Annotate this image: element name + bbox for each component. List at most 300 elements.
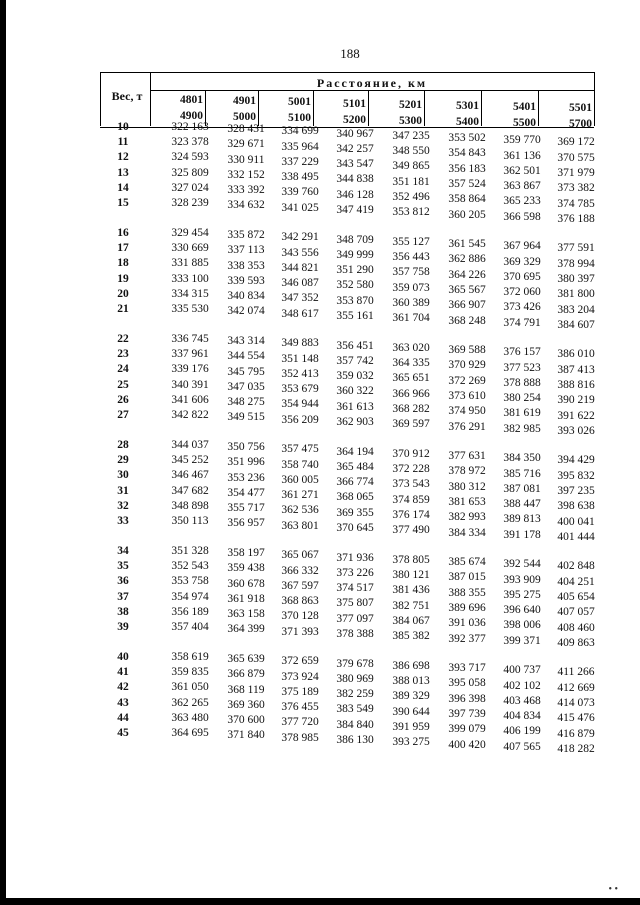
table-cell: 396 640 (503, 604, 541, 617)
row-weight-label: 13 (117, 166, 129, 179)
table-cell: 353 812 (392, 206, 430, 219)
table-cell: 334 699 (281, 125, 319, 138)
table-cell: 364 399 (227, 623, 265, 636)
table-cell: 372 060 (503, 286, 541, 299)
table-cell: 369 329 (503, 255, 541, 268)
table-cell: 357 404 (171, 621, 209, 633)
table-cell: 340 834 (227, 290, 265, 303)
table-cell: 356 183 (448, 162, 486, 175)
range-column-header (257, 94, 311, 126)
table-cell: 352 413 (281, 367, 319, 380)
table-cell: 355 717 (227, 502, 265, 515)
row-weight-label: 23 (117, 348, 129, 361)
table-cell: 329 671 (227, 138, 265, 151)
table-cell: 333 100 (171, 272, 209, 285)
table-cell: 344 821 (281, 261, 319, 274)
row-weight-label: 28 (117, 439, 129, 451)
table-cell: 368 248 (448, 314, 486, 327)
row-weight-label: 15 (117, 197, 129, 209)
row-weight-label: 39 (117, 621, 129, 633)
table-cell: 377 631 (448, 450, 486, 462)
table-cell: 373 382 (557, 182, 595, 195)
table-cell: 353 758 (171, 575, 209, 588)
table-cell: 383 549 (336, 703, 374, 716)
table-cell: 357 475 (281, 443, 319, 456)
table-cell: 331 885 (171, 257, 209, 270)
table-cell: 380 254 (503, 392, 541, 405)
table-cell: 364 335 (392, 357, 430, 370)
table-cell: 359 770 (503, 134, 541, 147)
table-cell: 388 355 (448, 586, 486, 599)
table-cell: 380 397 (557, 273, 595, 286)
table-cell: 403 468 (503, 694, 541, 707)
table-cell: 343 556 (281, 246, 319, 259)
table-cell: 365 067 (281, 549, 319, 562)
page-number: 188 (340, 46, 360, 61)
table-cell: 377 490 (392, 524, 430, 537)
range-from: 5401 (513, 101, 536, 114)
table-cell: 333 392 (227, 184, 265, 197)
row-weight-label: 29 (117, 454, 129, 467)
table-cell: 373 543 (392, 478, 430, 491)
table-cell: 389 329 (392, 690, 430, 703)
table-cell: 361 704 (392, 312, 430, 325)
table-cell: 367 597 (281, 579, 319, 592)
table-cell: 370 128 (281, 610, 319, 623)
table-cell: 354 944 (281, 398, 319, 411)
table-cell: 376 157 (503, 346, 541, 359)
table-cell: 351 290 (336, 264, 374, 277)
row-weight-label: 30 (117, 469, 129, 482)
table-cell: 346 128 (336, 188, 374, 201)
table-cell: 374 859 (392, 493, 430, 506)
table-cell: 367 964 (503, 240, 541, 253)
table-cell: 358 740 (281, 458, 319, 471)
table-cell: 336 745 (171, 333, 209, 345)
range-from: 4901 (233, 95, 256, 108)
table-cell: 374 517 (336, 582, 374, 595)
table-cell: 339 593 (227, 274, 265, 287)
table-cell: 411 266 (557, 666, 595, 679)
table-cell: 408 460 (557, 621, 595, 634)
table-cell: 387 081 (503, 482, 541, 495)
row-weight-label: 40 (117, 651, 129, 663)
table-cell: 412 669 (557, 681, 595, 694)
row-weight-label: 44 (117, 711, 129, 724)
table-cell: 382 993 (448, 511, 486, 524)
table-cell: 358 864 (448, 193, 486, 206)
header-divider (594, 72, 595, 126)
range-to: 5400 (456, 116, 479, 128)
table-cell: 354 974 (171, 590, 209, 603)
table-cell: 392 544 (503, 558, 541, 571)
table-cell: 345 252 (171, 454, 209, 467)
table-cell: 369 172 (557, 136, 595, 149)
table-cell: 382 985 (503, 422, 541, 435)
table-cell: 356 443 (392, 251, 430, 264)
table-cell: 359 073 (392, 281, 430, 294)
weight-column-header: Вес, т (111, 89, 143, 103)
table-cell: 370 645 (336, 521, 374, 534)
table-cell: 378 985 (281, 731, 319, 744)
table-cell: 395 832 (557, 469, 595, 482)
range-column-header (425, 98, 479, 130)
table-cell: 378 805 (392, 553, 430, 566)
table-cell: 351 148 (281, 352, 319, 365)
table-cell: 406 199 (503, 725, 541, 738)
row-weight-label: 20 (117, 287, 129, 300)
table-cell: 370 695 (503, 270, 541, 283)
table-cell: 393 026 (557, 425, 595, 438)
range-from: 5301 (456, 100, 479, 112)
table-cell: 382 751 (392, 599, 430, 612)
table-cell: 357 742 (336, 354, 374, 367)
table-cell: 353 679 (281, 383, 319, 396)
table-cell: 384 840 (336, 718, 374, 731)
table-cell: 402 848 (557, 560, 595, 573)
table-cell: 344 838 (336, 173, 374, 186)
table-cell: 385 716 (503, 467, 541, 480)
table-cell: 344 037 (171, 439, 209, 451)
table-cell: 349 515 (227, 411, 265, 424)
table-cell: 400 420 (448, 738, 486, 751)
row-weight-label: 27 (117, 409, 129, 421)
table-cell: 389 696 (448, 601, 486, 614)
row-weight-label: 19 (117, 272, 129, 285)
table-cell: 352 580 (336, 279, 374, 292)
row-weight-label: 26 (117, 393, 129, 406)
range-column-header (149, 92, 203, 124)
table-cell: 353 870 (336, 294, 374, 307)
table-cell: 361 050 (171, 681, 209, 694)
range-to: 5200 (343, 113, 366, 126)
table-cell: 396 398 (448, 692, 486, 705)
table-cell: 373 226 (336, 566, 374, 579)
table-cell: 395 058 (448, 677, 486, 690)
table-cell: 381 800 (557, 288, 595, 301)
table-cell: 374 950 (448, 405, 486, 418)
table-cell: 360 205 (448, 208, 486, 221)
table-cell: 415 476 (557, 712, 595, 725)
table-cell: 361 613 (336, 400, 374, 413)
table-cell: 394 429 (557, 454, 595, 467)
table-cell: 347 352 (281, 292, 319, 305)
table-cell: 378 972 (448, 465, 486, 478)
table-cell: 381 653 (448, 495, 486, 508)
table-cell: 339 760 (281, 186, 319, 199)
table-cell: 347 235 (392, 129, 430, 142)
table-cell: 363 480 (171, 711, 209, 724)
table-cell: 375 807 (336, 597, 374, 610)
range-to: 5000 (233, 111, 256, 124)
row-weight-label: 22 (117, 333, 129, 345)
table-cell: 339 176 (171, 363, 209, 376)
table-cell: 348 550 (392, 145, 430, 158)
table-cell: 368 282 (392, 402, 430, 415)
table-cell: 399 079 (448, 723, 486, 736)
table-cell: 362 501 (503, 164, 541, 177)
table-cell: 371 840 (227, 729, 265, 742)
table-cell: 355 161 (336, 309, 374, 322)
table-cell: 366 332 (281, 564, 319, 577)
table-cell: 362 886 (448, 253, 486, 266)
header-divider (100, 72, 101, 126)
header-divider (481, 90, 482, 126)
table-cell: 350 756 (227, 441, 265, 454)
table-cell: 325 809 (171, 166, 209, 179)
row-weight-label: 21 (117, 303, 129, 315)
scan-bottom-edge (0, 898, 640, 905)
table-cell: 365 651 (392, 372, 430, 385)
table-cell: 384 067 (392, 614, 430, 627)
table-cell: 366 907 (448, 299, 486, 312)
table-cell: 368 119 (227, 683, 265, 696)
table-cell: 378 994 (557, 257, 595, 270)
table-cell: 383 204 (557, 303, 595, 316)
table-cell: 353 236 (227, 471, 265, 484)
table-cell: 337 113 (227, 244, 265, 257)
table-cell: 385 382 (392, 630, 430, 643)
table-cell: 354 477 (227, 486, 265, 499)
table-cell: 407 565 (503, 740, 541, 753)
range-from: 5001 (288, 96, 311, 109)
table-cell: 359 032 (336, 370, 374, 383)
table-cell: 380 969 (336, 672, 374, 685)
table-cell: 349 999 (336, 248, 374, 261)
row-weight-label: 24 (117, 363, 129, 376)
table-cell: 347 035 (227, 380, 265, 393)
table-cell: 348 709 (336, 233, 374, 246)
table-cell: 404 251 (557, 575, 595, 588)
range-to: 5300 (399, 114, 422, 127)
table-cell: 358 619 (171, 651, 209, 663)
table-cell: 334 632 (227, 199, 265, 212)
table-cell: 365 567 (448, 283, 486, 296)
table-cell: 357 758 (392, 266, 430, 279)
table-cell: 363 158 (227, 608, 265, 621)
table-cell: 356 189 (171, 605, 209, 618)
row-weight-label: 31 (117, 484, 129, 497)
table-cell: 386 010 (557, 348, 595, 361)
table-cell: 393 717 (448, 662, 486, 674)
header-divider (538, 90, 539, 126)
table-cell: 391 622 (557, 409, 595, 422)
table-cell: 366 966 (392, 387, 430, 400)
table-cell: 328 431 (227, 123, 265, 136)
table-cell: 335 964 (281, 140, 319, 153)
table-cell: 370 912 (392, 447, 430, 460)
table-cell: 397 235 (557, 485, 595, 498)
table-cell: 332 152 (227, 168, 265, 181)
table-cell: 365 233 (503, 195, 541, 208)
table-cell: 324 593 (171, 151, 209, 164)
row-weight-label: 17 (117, 242, 129, 255)
range-from: 4801 (180, 94, 203, 106)
table-cell: 340 967 (336, 127, 374, 140)
table-cell: 380 312 (448, 480, 486, 493)
table-cell: 351 181 (392, 175, 430, 188)
table-cell: 402 102 (503, 679, 541, 692)
table-cell: 353 502 (448, 132, 486, 144)
table-cell: 349 865 (392, 160, 430, 173)
header-divider (313, 90, 314, 126)
table-cell: 359 835 (171, 666, 209, 679)
table-cell: 355 127 (392, 235, 430, 248)
table-cell: 362 903 (336, 415, 374, 428)
table-cell: 363 801 (281, 519, 319, 532)
table-cell: 369 588 (448, 344, 486, 356)
row-weight-label: 33 (117, 515, 129, 527)
table-cell: 372 659 (281, 655, 319, 668)
table-cell: 356 209 (281, 413, 319, 426)
table-cell: 378 888 (503, 376, 541, 389)
table-cell: 342 257 (336, 142, 374, 155)
table-cell: 346 467 (171, 469, 209, 482)
table-cell: 391 178 (503, 528, 541, 541)
table-cell: 372 269 (448, 374, 486, 387)
table-cell: 362 536 (281, 504, 319, 517)
table-cell: 351 328 (171, 545, 209, 557)
table-cell: 407 057 (557, 606, 595, 619)
table-cell: 352 543 (171, 560, 209, 573)
table-cell: 382 259 (336, 688, 374, 701)
table-cell: 369 597 (392, 418, 430, 431)
distance-header: Расстояние, км (316, 76, 428, 90)
table-cell: 337 229 (281, 155, 319, 168)
scan-left-edge (0, 0, 6, 905)
table-cell: 330 911 (227, 153, 265, 166)
table-cell: 358 197 (227, 547, 265, 560)
table-cell: 370 929 (448, 359, 486, 372)
table-cell: 366 598 (503, 210, 541, 223)
table-cell: 390 644 (392, 705, 430, 718)
table-cell: 395 275 (503, 588, 541, 601)
table-cell: 342 822 (171, 409, 209, 421)
table-cell: 384 334 (448, 526, 486, 539)
table-cell: 384 350 (503, 452, 541, 465)
table-cell: 418 282 (557, 743, 595, 756)
row-weight-label: 36 (117, 575, 129, 588)
range-to: 5500 (513, 117, 536, 130)
table-cell: 352 496 (392, 190, 430, 203)
table-cell: 389 813 (503, 513, 541, 526)
row-weight-label: 11 (117, 136, 129, 149)
row-weight-label: 43 (117, 696, 129, 709)
range-to: 4900 (180, 110, 203, 122)
table-cell: 372 228 (392, 463, 430, 476)
table-cell: 376 174 (392, 508, 430, 521)
table-cell: 330 669 (171, 242, 209, 255)
table-cell: 374 791 (503, 316, 541, 329)
table-cell: 368 863 (281, 595, 319, 608)
row-weight-label: 32 (117, 499, 129, 512)
table-cell: 329 454 (171, 227, 209, 239)
table-cell: 373 426 (503, 301, 541, 314)
table-cell: 348 617 (281, 307, 319, 320)
row-weight-label: 34 (117, 545, 129, 557)
row-weight-label: 10 (117, 121, 129, 133)
table-cell: 371 393 (281, 625, 319, 638)
table-cell: 390 219 (557, 394, 595, 407)
table-cell: 393 909 (503, 573, 541, 586)
range-to: 5100 (288, 112, 311, 125)
table-cell: 346 087 (281, 277, 319, 290)
table-cell: 343 314 (227, 335, 265, 348)
table-cell: 370 575 (557, 151, 595, 164)
row-weight-label: 18 (117, 257, 129, 270)
table-cell: 360 005 (281, 473, 319, 486)
table-cell: 371 979 (557, 167, 595, 180)
table-cell: 350 113 (171, 515, 209, 527)
table-cell: 398 006 (503, 619, 541, 632)
row-weight-label: 42 (117, 681, 129, 694)
header-divider (368, 90, 369, 126)
table-cell: 376 291 (448, 420, 486, 433)
table-cell: 376 455 (281, 701, 319, 714)
row-weight-label: 16 (117, 227, 129, 239)
table-cell: 348 898 (171, 499, 209, 512)
table-cell: 378 388 (336, 627, 374, 640)
table-cell: 362 265 (171, 696, 209, 709)
table-cell: 392 377 (448, 632, 486, 645)
table-cell: 381 619 (503, 407, 541, 420)
range-from: 5201 (399, 98, 422, 111)
table-cell: 399 371 (503, 634, 541, 647)
table-cell: 361 136 (503, 149, 541, 162)
range-column-header (482, 99, 536, 131)
scan-corner-mark: • • (608, 884, 618, 895)
table-cell: 416 879 (557, 727, 595, 740)
table-cell: 385 674 (448, 556, 486, 568)
table-cell: 368 065 (336, 491, 374, 504)
table-cell: 409 863 (557, 637, 595, 650)
header-divider (424, 90, 425, 126)
table-cell: 386 698 (392, 659, 430, 672)
table-cell: 377 523 (503, 361, 541, 374)
table-cell: 338 495 (281, 171, 319, 184)
table-cell: 400 041 (557, 515, 595, 528)
table-cell: 361 545 (448, 238, 486, 250)
table-cell: 349 883 (281, 337, 319, 350)
table-cell: 380 121 (392, 569, 430, 582)
table-cell: 342 291 (281, 231, 319, 244)
table-cell: 371 936 (336, 551, 374, 564)
table-cell: 374 785 (557, 197, 595, 210)
table-cell: 340 391 (171, 378, 209, 391)
range-to: 5700 (569, 118, 592, 131)
table-cell: 335 530 (171, 303, 209, 315)
table-cell: 351 996 (227, 456, 265, 469)
table-cell: 347 682 (171, 484, 209, 497)
table-cell: 354 843 (448, 147, 486, 160)
table-cell: 386 130 (336, 733, 374, 746)
table-cell: 364 194 (336, 445, 374, 458)
table-cell: 323 378 (171, 136, 209, 149)
table-cell: 342 074 (227, 305, 265, 318)
table-cell: 376 188 (557, 213, 595, 226)
range-from: 5501 (569, 102, 592, 115)
table-cell: 377 591 (557, 242, 595, 255)
table-cell: 401 444 (557, 531, 595, 544)
table-cell: 341 025 (281, 201, 319, 214)
table-cell: 356 451 (336, 339, 374, 352)
row-weight-label: 35 (117, 560, 129, 573)
table-cell: 387 413 (557, 363, 595, 376)
table-cell: 393 275 (392, 736, 430, 749)
table-cell: 335 872 (227, 229, 265, 242)
table-cell: 360 322 (336, 385, 374, 398)
row-weight-label: 25 (117, 378, 129, 391)
